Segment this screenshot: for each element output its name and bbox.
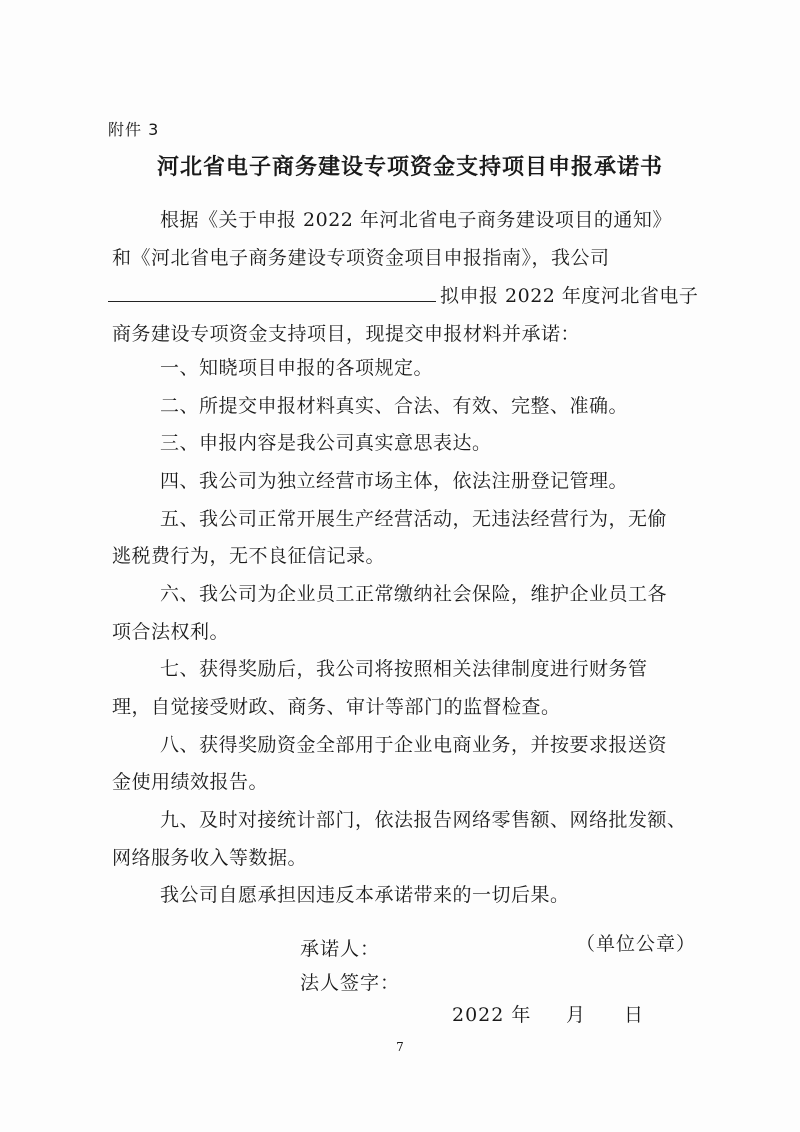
commitment-9-line-1: 九、及时对接统计部门，依法报告网络零售额、网络批发额、 xyxy=(160,809,687,831)
commitment-7-line-2: 理，自觉接受财政、商务、审计等部门的监督检查。 xyxy=(112,696,561,718)
commitment-6-line-1: 六、我公司为企业员工正常缴纳社会保险，维护企业员工各 xyxy=(160,583,668,605)
date-day: 日 xyxy=(624,1004,645,1026)
legal-rep-label: 法人签字： xyxy=(300,972,401,994)
intro-line-3-text: 拟申报 2022 年度河北省电子 xyxy=(440,285,699,307)
intro-line-2: 和《河北省电子商务建设专项资金项目申报指南》，我公司 xyxy=(112,247,610,269)
date-month: 月 xyxy=(566,1004,587,1026)
intro-line-1: 根据《关于申报 2022 年河北省电子商务建设项目的通知》 xyxy=(160,209,672,231)
commitment-5-line-1: 五、我公司正常开展生产经营活动，无违法经营行为，无偷 xyxy=(160,508,668,530)
closing-statement: 我公司自愿承担因违反本承诺带来的一切后果。 xyxy=(160,884,570,906)
commitment-3: 三、申报内容是我公司真实意思表达。 xyxy=(160,432,492,454)
commitment-7-line-1: 七、获得奖励后，我公司将按照相关法律制度进行财务管 xyxy=(160,658,648,680)
commitment-4: 四、我公司为独立经营市场主体，依法注册登记管理。 xyxy=(160,470,629,492)
promisor-label: 承诺人： xyxy=(300,938,381,960)
intro-line-4: 商务建设专项资金支持项目，现提交申报材料并承诺： xyxy=(112,323,581,345)
intro-line-3 xyxy=(108,281,698,308)
company-name-blank xyxy=(108,283,436,302)
commitment-5-line-2: 逃税费行为，无不良征信记录。 xyxy=(112,545,386,567)
commitment-2: 二、所提交申报材料真实、合法、有效、完整、准确。 xyxy=(160,395,629,417)
commitment-6-line-2: 项合法权利。 xyxy=(112,621,230,643)
attachment-label: 附件 3 xyxy=(108,120,160,139)
document-title: 河北省电子商务建设专项资金支持项目申报承诺书 xyxy=(156,154,663,180)
date-year: 2022 年 xyxy=(452,1004,532,1026)
commitment-9-line-2: 网络服务收入等数据。 xyxy=(112,847,308,869)
commitment-8-line-2: 金使用绩效报告。 xyxy=(112,771,269,793)
commitment-8-line-1: 八、获得奖励资金全部用于企业电商业务，并按要求报送资 xyxy=(160,734,668,756)
page-number: 7 xyxy=(396,1040,404,1054)
commitment-1: 一、知晓项目申报的各项规定。 xyxy=(160,357,434,379)
seal-label: （单位公章） xyxy=(576,933,697,955)
